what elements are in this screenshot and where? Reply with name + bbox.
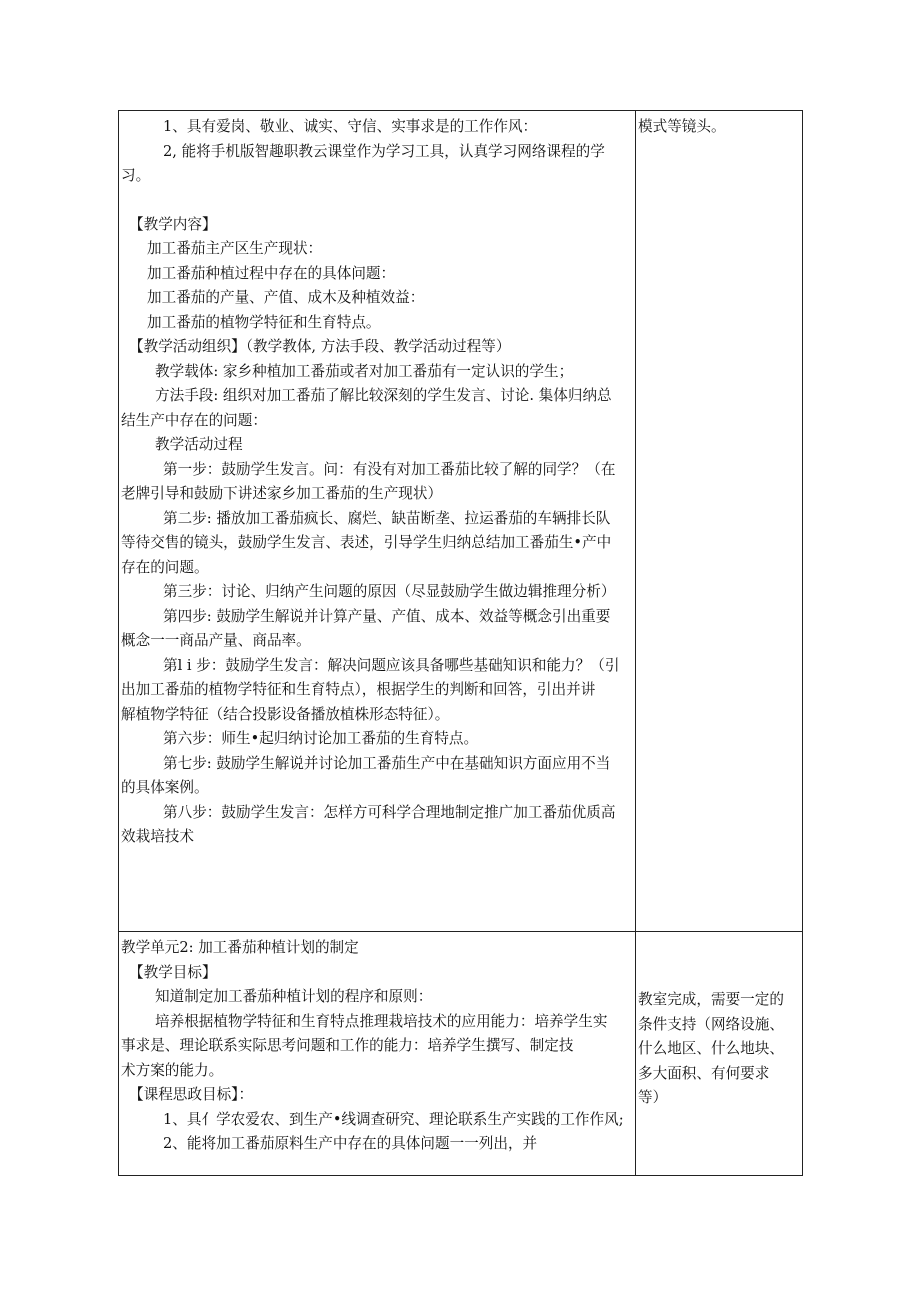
unit-title: 教学单元2: 加工番茄种植计划的制定 bbox=[121, 939, 359, 956]
table-row bbox=[119, 932, 803, 1176]
remark-line: 教室完成，需要一定的 bbox=[638, 991, 784, 1008]
remark-line: 什么地区、什么地块、 bbox=[638, 1040, 784, 1057]
ideology-goal-2: 2, 能将手机版智趣职教云课堂作为学习工具，认真学习网络课程的学 bbox=[163, 142, 605, 160]
step-2-cont: 存在的问题。 bbox=[121, 558, 209, 576]
content-item: 加工番茄种植过程中存在的具体问题： bbox=[147, 264, 396, 282]
remark-line: 条件支持（网络设施、 bbox=[638, 1015, 784, 1033]
remark-line: 等） bbox=[638, 1089, 668, 1106]
teaching-content-cell bbox=[119, 111, 636, 932]
goal-item: 知道制定加工番茄种植计划的程序和原则： bbox=[155, 988, 433, 1005]
remarks-cell bbox=[636, 932, 803, 1176]
goal-item: 培养根据植物学特征和生育特点推理栽培技术的应用能力：培养学生实 bbox=[155, 1012, 608, 1030]
goal-item-cont: 事求是、理论联系实际思考问题和工作的能力：培养学生撰写、制定技 bbox=[121, 1037, 574, 1054]
goal-item-cont: 术方案的能力。 bbox=[121, 1061, 224, 1079]
activity-carrier: 教学载体: 家乡种植加工番茄或者对加工番茄有一定认识的学生； bbox=[155, 362, 574, 380]
step-5: 第l i 步：鼓励学生发言：解决问题应该具备哪些基础知识和能力？（引 bbox=[163, 656, 620, 674]
step-4: 第四步: 鼓励学生解说并计算产量、产值、成本、效益等概念引出重要 bbox=[163, 607, 611, 625]
section-heading-activity: 【教学活动组织】（教学教体, 方法手段、教学活动过程等） bbox=[129, 338, 511, 355]
step-2-cont: 等待交售的镜头，鼓励学生发言、表述，引导学生归纳总结加工番茄生•产中 bbox=[121, 534, 612, 551]
step-8-cont: 效栽培技术 bbox=[121, 828, 194, 845]
remark-text: 模式等镜头。 bbox=[638, 118, 726, 135]
section-heading-ideology: 【课程思政目标】： bbox=[129, 1086, 254, 1103]
step-5-cont: 解植物学特征（结合投影设备播放植株形态特征）。 bbox=[121, 705, 450, 723]
section-heading-goals: 【教学目标】 bbox=[129, 963, 217, 981]
step-3: 第三步：讨论、归纳产生问题的原因（尽显鼓励学生做边辑推理分析） bbox=[163, 583, 616, 600]
content-item: 加工番茄主产区生产现状： bbox=[147, 240, 323, 257]
step-5-cont: 出加工番茄的植物学特征和生育特点），根据学生的判断和回答，引出并讲 bbox=[121, 681, 596, 698]
step-1-cont: 老牌引导和鼓励下讲述家乡加工番茄的生产现状） bbox=[121, 485, 443, 502]
step-7-cont: 的具体案例。 bbox=[121, 779, 209, 796]
step-2: 第二步: 播放加工番茄疯长、腐烂、缺苗断垄、拉运番茄的车辆排长队 bbox=[163, 509, 611, 527]
step-7: 第七步: 鼓励学生解说并讨论加工番茄生产中在基础知识方面应用不当 bbox=[163, 754, 611, 772]
remark-line: 多大面积、有何要求 bbox=[638, 1064, 770, 1082]
step-1: 第一步：鼓励学生发言。问：有没有对加工番茄比较了解的同学？（在 bbox=[163, 460, 616, 478]
activity-method: 方法手段: 组织对加工番茄了解比较深刻的学生发言、讨论. 集体归纳总 bbox=[155, 387, 612, 404]
remarks-cell bbox=[636, 111, 803, 932]
activity-method-cont: 结生产中存在的问题： bbox=[121, 411, 267, 429]
ideology-goal-1: 1、具有爱岗、敬业、诚实、守信、实事求是的工作作风： bbox=[163, 118, 538, 135]
content-item: 加工番茄的植物学特征和生育特点。 bbox=[147, 313, 381, 331]
section-heading-content: 【教学内容】 bbox=[129, 215, 217, 233]
ideology-goal-2-cont: 习。 bbox=[121, 167, 151, 184]
step-4-cont: 概念一一商品产量、商品率。 bbox=[121, 632, 311, 649]
step-6: 第六步：师生•起归纳讨论加工番茄的生育特点。 bbox=[163, 730, 479, 747]
ideology-goal-2: 2、能将加工番茄原料生产中存在的具体问题一一列出，并 bbox=[163, 1135, 538, 1152]
table-row bbox=[119, 111, 803, 932]
content-item: 加工番茄的产量、产值、成木及种植效益： bbox=[147, 289, 425, 306]
ideology-goal-1: 1、具亻学农爱农、到生产•线调查研究、理论联系生产实践的工作作风; bbox=[163, 1110, 624, 1128]
step-8: 第八步：鼓励学生发言：怎样方可科学合理地制定推广加工番茄优质高 bbox=[163, 803, 616, 821]
lesson-plan-table bbox=[118, 110, 803, 1176]
teaching-unit-cell bbox=[119, 932, 636, 1176]
activity-process-heading: 教学活动过程 bbox=[155, 436, 243, 453]
